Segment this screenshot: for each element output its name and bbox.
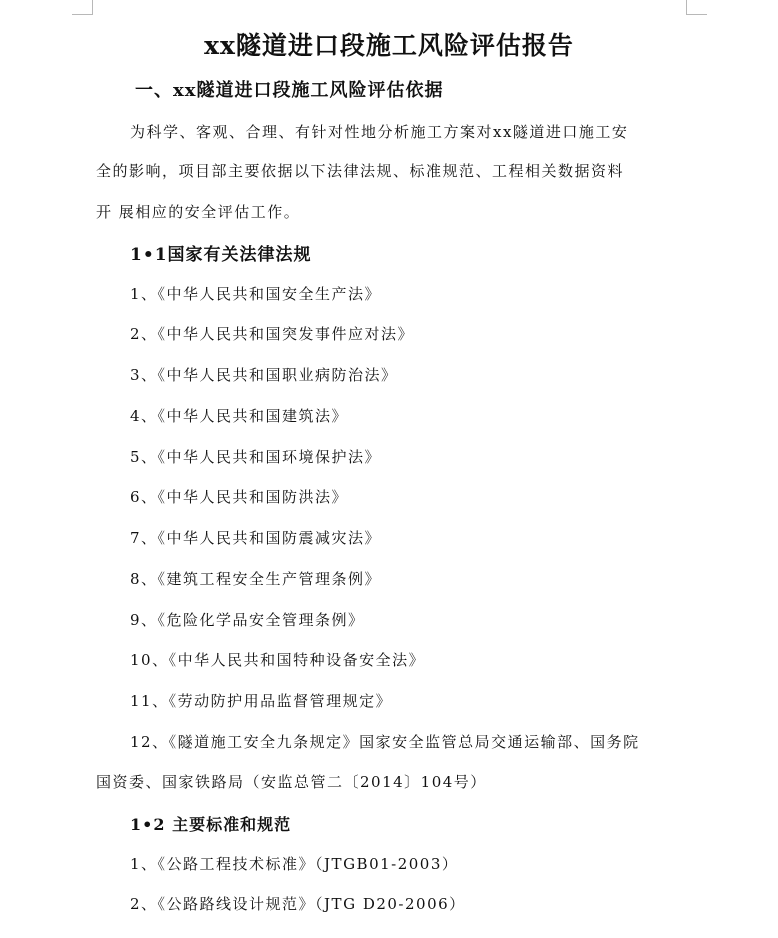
subsection-heading-standards: 1•2 主要标准和规范: [130, 815, 292, 834]
section-heading: 一、xx隧道进口段施工风险评估依据: [135, 80, 444, 101]
law-list-item: 9、《危险化学品安全管理条例》: [130, 611, 365, 629]
law-list-item: 8、《建筑工程安全生产管理条例》: [130, 570, 382, 588]
law-list-item: 7、《中华人民共和国防震减灾法》: [130, 529, 382, 547]
law-list-item: 12、《隧道施工安全九条规定》国家安全监管总局交通运输部、国务院: [130, 733, 640, 751]
law-list-item-continuation: 国资委、国家铁路局（安监总管二〔2014〕104号）: [96, 773, 487, 791]
law-list-item: 1、《中华人民共和国安全生产法》: [130, 285, 382, 303]
standard-list-item: 2、《公路路线设计规范》（JTG D20-2006）: [130, 895, 466, 913]
intro-line-3: 开 展相应的安全评估工作。: [96, 203, 301, 221]
document-title: xx隧道进口段施工风险评估报告: [204, 31, 574, 60]
crop-mark-top-right: [686, 0, 707, 15]
subsection-heading-laws: 1•1国家有关法律法规: [130, 245, 312, 265]
law-list-item: 5、《中华人民共和国环境保护法》: [130, 448, 382, 466]
law-list-item: 4、《中华人民共和国建筑法》: [130, 407, 349, 425]
crop-mark-top-left: [72, 0, 93, 15]
law-list-item: 11、《劳动防护用品监督管理规定》: [130, 692, 393, 710]
law-list-item: 2、《中华人民共和国突发事件应对法》: [130, 325, 415, 343]
intro-line-1: 为科学、客观、合理、有针对性地分析施工方案对xx隧道进口施工安: [130, 123, 629, 141]
law-list-item: 6、《中华人民共和国防洪法》: [130, 488, 349, 506]
law-list-item: 3、《中华人民共和国职业病防治法》: [130, 366, 398, 384]
law-list-item: 10、《中华人民共和国特种设备安全法》: [130, 651, 426, 669]
standard-list-item: 1、《公路工程技术标准》（JTGB01-2003）: [130, 855, 459, 873]
intro-line-2: 全的影响，项目部主要依据以下法律法规、标准规范、工程相关数据资料: [96, 162, 625, 180]
